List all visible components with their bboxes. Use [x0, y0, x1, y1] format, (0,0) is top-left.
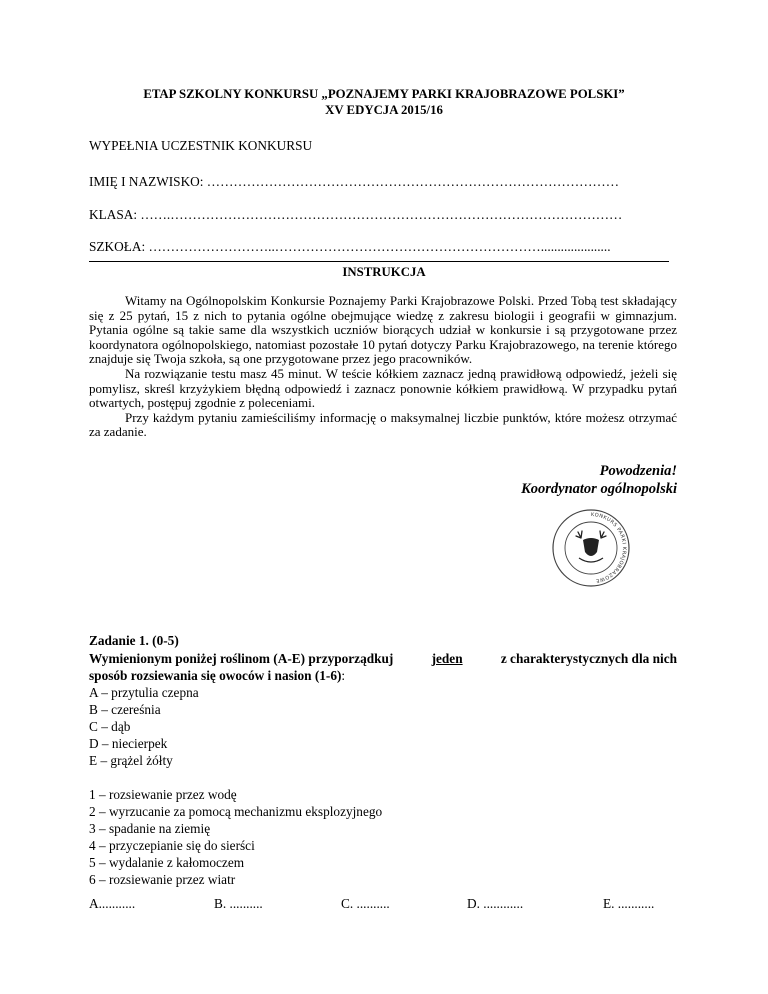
method-item-3: 3 – spadanie na ziemię: [89, 821, 211, 836]
answer-slot-e[interactable]: E. ...........: [603, 896, 655, 911]
participant-section-label: WYPEŁNIA UCZESTNIK KONKURSU: [89, 138, 313, 153]
answer-slot-b[interactable]: B. ..........: [214, 896, 263, 911]
answer-slot-d[interactable]: D. ............: [467, 896, 524, 911]
task1-instruction-line2-row: [89, 668, 345, 684]
method-item-1: 1 – rozsiewanie przez wodę: [89, 787, 237, 802]
plant-item-b: B – czereśnia: [89, 702, 161, 717]
answer-slot-c[interactable]: C. ..........: [341, 896, 390, 911]
plant-item-a: A – przytulia czepna: [89, 685, 199, 700]
task1-instruction-colon: :: [341, 668, 346, 683]
task1-instruction-line1: [89, 651, 677, 667]
stamp-ring-text: KONKURS PARKI KRAJOBRAZOWE: [590, 511, 627, 584]
class-field: KLASA: …….…………………………………………………………………………………………: [89, 207, 623, 222]
task1-instruction-underlined: jeden: [431, 651, 463, 666]
plant-item-c: C – dąb: [89, 719, 131, 734]
task1-instruction-part1: Wymienionym poniżej roślinom (A-E) przyporządkuj: [89, 651, 394, 666]
task1-title: Zadanie 1. (0-5): [89, 633, 179, 648]
instructions-paragraph-2: Na rozwiązanie testu masz 45 minut. W teście kółkiem zaznacz jedną prawidłową odpowiedź, jeżeli się pomylisz, skreśl krzyżykiem błędną odpowiedź i zaznacz ponownie kółkiem prawidłową. W przypadku pytań otwartych, postępuj zgodnie z poleceniami.: [89, 365, 677, 411]
task1-instruction-line2: sposób rozsiewania się owoców i nasion (1-6): [89, 668, 342, 683]
document-title-line1: ETAP SZKOLNY KONKURSU „POZNAJEMY PARKI KRAJOBRAZOWE POLSKI”: [143, 87, 625, 101]
section-divider: [89, 261, 669, 262]
name-field: IMIĘ I NAZWISKO: …………………………………………………………………………………: [89, 174, 620, 189]
method-item-4: 4 – przyczepianie się do sierści: [89, 838, 255, 853]
school-field: SZKOŁA: ………………………..…………………………………………………….....................: [89, 239, 611, 254]
method-item-2: 2 – wyrzucanie za pomocą mechanizmu eksplozyjnego: [89, 804, 383, 819]
signoff-coordinator: Koordynator ogólnopolski: [521, 481, 677, 497]
instructions-paragraph-3: Przy każdym pytaniu zamieściliśmy informację o maksymalnej liczbie punktów, które możesz otrzymać za zadanie.: [89, 409, 677, 440]
method-item-6: 6 – rozsiewanie przez wiatr: [89, 872, 236, 887]
task1-instruction-part2: z charakterystycznych dla nich: [500, 651, 677, 666]
instructions-heading: INSTRUKCJA: [342, 265, 426, 279]
instructions-paragraph-1: Witamy na Ogólnopolskim Konkursie Poznajemy Parki Krajobrazowe Polski. Przed Tobą test składający się z 25 pytań, 15 z nich to pytania ogólne obejmujące wiedzę z zakresu biologii i geografii w gimnazjum. Pytania ogólne są takie same dla wszystkich uczniów biorących udział w konkursie i są przygotowane przez koordynatora ogólnopolskiego, natomiast pozostałe 10 pytań dotyczy Parku Krajobrazowego, na terenie którego znajduje się Twoja szkoła, są one przygotowane przez jego pracowników.: [89, 293, 677, 367]
instructions-body: [89, 294, 677, 440]
answer-slot-a[interactable]: A...........: [89, 896, 136, 911]
signoff-good-luck: Powodzenia!: [599, 463, 677, 479]
competition-stamp-logo: [551, 508, 631, 588]
method-item-5: 5 – wydalanie z kałomoczem: [89, 855, 245, 870]
plant-item-e: E – grążel żółty: [89, 753, 173, 768]
plant-item-d: D – niecierpek: [89, 736, 168, 751]
document-title-line2: XV EDYCJA 2015/16: [325, 103, 443, 117]
